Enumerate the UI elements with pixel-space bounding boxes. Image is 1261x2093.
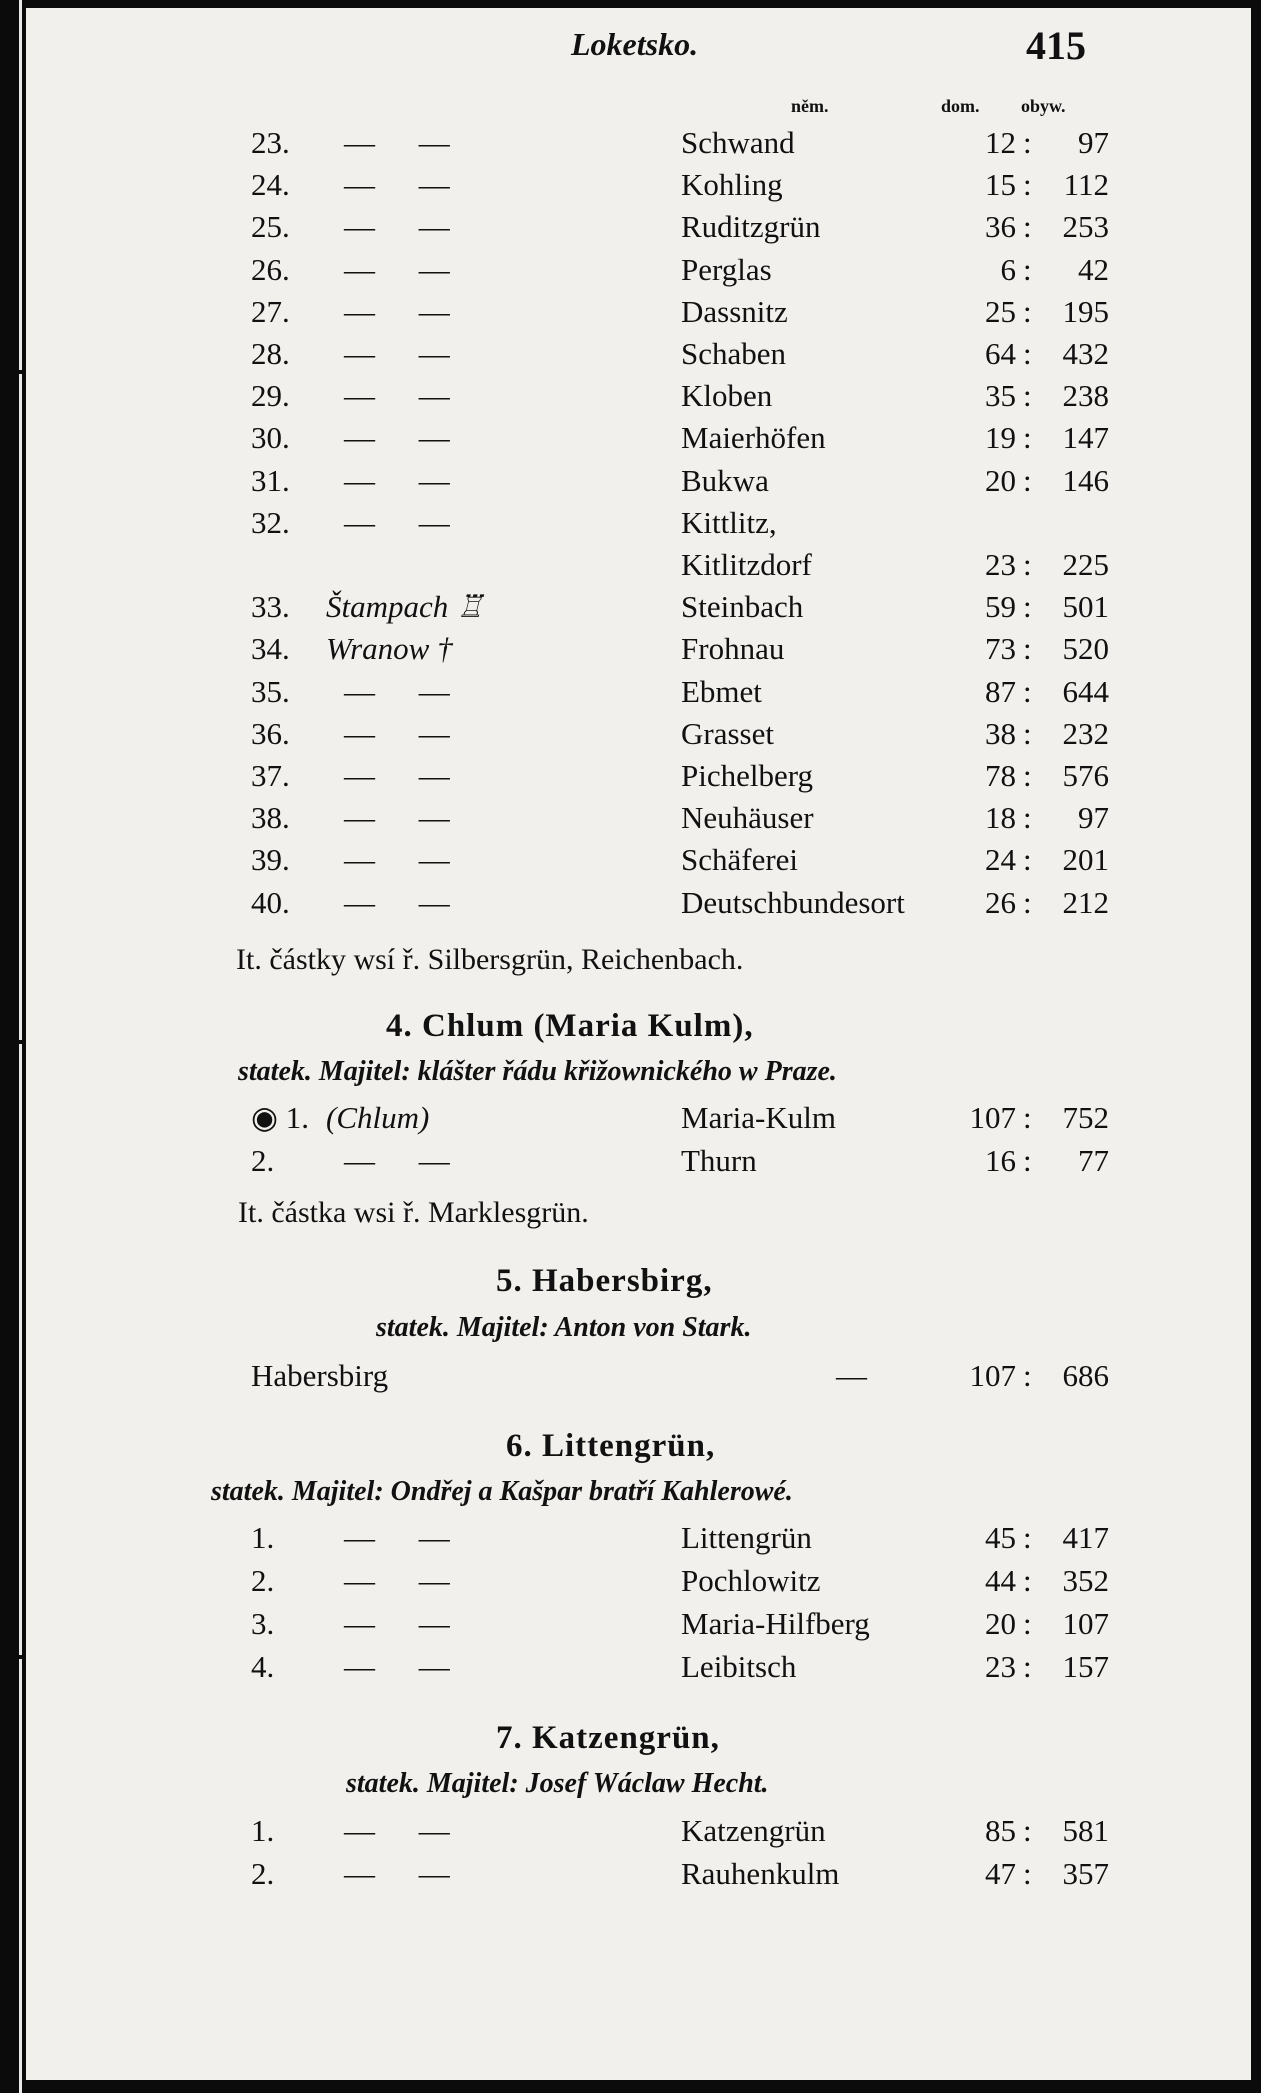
czech-name: — — bbox=[344, 1520, 468, 1555]
entry-number: 2. bbox=[251, 1563, 275, 1598]
inhabitants: 357 bbox=[1062, 1856, 1109, 1891]
entry-number: 27. bbox=[251, 293, 290, 329]
entry-number: 24. bbox=[251, 167, 290, 203]
entry-number: 37. bbox=[251, 758, 290, 793]
czech-name: — — bbox=[344, 378, 468, 414]
entry-number: 40. bbox=[251, 884, 290, 920]
houses: 15 bbox=[985, 167, 1016, 203]
book-page bbox=[26, 8, 1251, 2080]
table-row bbox=[26, 1563, 1251, 1605]
section-7-title: 7. Katzengrün, bbox=[496, 1720, 720, 1756]
place-name: Kohling bbox=[681, 167, 783, 203]
colon: : bbox=[1023, 209, 1032, 245]
czech-name: — — bbox=[344, 504, 468, 540]
place-name: Katzengrün bbox=[681, 1813, 826, 1848]
table-row bbox=[26, 674, 1251, 716]
place-name: Maria-Kulm bbox=[681, 1100, 836, 1135]
section-5-title: 5. Habersbirg, bbox=[496, 1263, 713, 1299]
place-name: Leibitsch bbox=[681, 1649, 797, 1684]
inhabitants: 581 bbox=[1062, 1813, 1109, 1848]
table-row bbox=[26, 167, 1251, 209]
colon: : bbox=[1023, 631, 1032, 667]
inhabitants: 77 bbox=[1078, 1143, 1109, 1178]
table-row bbox=[26, 1856, 1251, 1898]
houses: 45 bbox=[985, 1520, 1016, 1555]
houses: 26 bbox=[985, 884, 1016, 920]
table-row bbox=[26, 547, 1251, 589]
spine-tick bbox=[10, 1655, 24, 1659]
section-3-note: It. částky wsí ř. Silbersgrün, Reichenbach. bbox=[236, 943, 744, 976]
table-row bbox=[26, 1606, 1251, 1648]
czech-name: — — bbox=[344, 251, 468, 287]
czech-name: — — bbox=[344, 336, 468, 371]
table-row bbox=[26, 842, 1251, 884]
inhabitants: 42 bbox=[1078, 251, 1109, 287]
houses: 16 bbox=[985, 1143, 1016, 1178]
table-row bbox=[26, 800, 1251, 842]
czech-name: — — bbox=[344, 1649, 468, 1684]
section-4-note: It. částka wsi ř. Marklesgrün. bbox=[238, 1196, 589, 1229]
colon: : bbox=[1023, 462, 1032, 498]
czech-name: — — bbox=[344, 125, 468, 160]
inhabitants: 417 bbox=[1062, 1520, 1109, 1555]
colon: : bbox=[1023, 1143, 1032, 1178]
inhabitants: 232 bbox=[1062, 715, 1109, 751]
entry-number: 32. bbox=[251, 504, 290, 540]
inhabitants: 432 bbox=[1062, 336, 1109, 371]
col-header-german: něm. bbox=[791, 96, 829, 116]
czech-name: — — bbox=[344, 1143, 468, 1178]
colon: : bbox=[1023, 420, 1032, 456]
place-name: Pichelberg bbox=[681, 758, 814, 793]
place-name: Kitlitzdorf bbox=[681, 547, 812, 582]
colon: : bbox=[1023, 336, 1032, 371]
section-4-subtitle: statek. Majitel: klášter řádu křižownického w Praze. bbox=[238, 1056, 837, 1087]
place-name: Kittlitz, bbox=[681, 504, 777, 540]
place-name: Grasset bbox=[681, 715, 774, 751]
inhabitants: 157 bbox=[1062, 1649, 1109, 1684]
entry-number: 38. bbox=[251, 800, 290, 836]
inhabitants: 225 bbox=[1062, 547, 1109, 582]
inhabitants: 501 bbox=[1062, 589, 1109, 625]
inhabitants: 107 bbox=[1062, 1606, 1109, 1641]
colon: : bbox=[1023, 125, 1032, 160]
inhabitants: 147 bbox=[1062, 420, 1109, 456]
colon: : bbox=[1023, 378, 1032, 414]
place-name: Thurn bbox=[681, 1143, 757, 1178]
inhabitants: 352 bbox=[1062, 1563, 1109, 1598]
inhabitants: 146 bbox=[1062, 462, 1109, 498]
colon: : bbox=[1023, 293, 1032, 329]
czech-name: — — bbox=[344, 420, 468, 456]
place-name: Steinbach bbox=[681, 589, 804, 625]
section-4-title: 4. Chlum (Maria Kulm), bbox=[386, 1008, 754, 1044]
houses: 18 bbox=[985, 800, 1016, 836]
czech-name: (Chlum) bbox=[326, 1100, 430, 1135]
czech-name: — — bbox=[344, 1856, 468, 1891]
colon: : bbox=[1023, 547, 1032, 582]
inhabitants: 520 bbox=[1062, 631, 1109, 667]
place-name: Schwand bbox=[681, 125, 795, 160]
colon: : bbox=[1023, 1520, 1032, 1555]
table-row bbox=[26, 589, 1251, 631]
colon: : bbox=[1023, 167, 1032, 203]
colon: : bbox=[1023, 673, 1032, 709]
entry-number: 39. bbox=[251, 842, 290, 878]
place-name: Maierhöfen bbox=[681, 420, 826, 456]
table-row bbox=[26, 1813, 1251, 1855]
table-row bbox=[26, 1649, 1251, 1691]
place-name: Deutschbundesort bbox=[681, 884, 905, 920]
table-row bbox=[26, 209, 1251, 251]
colon: : bbox=[1023, 1606, 1032, 1641]
houses: 107 bbox=[969, 1358, 1016, 1393]
table-row bbox=[26, 758, 1251, 800]
houses: 35 bbox=[985, 378, 1016, 414]
houses: 38 bbox=[985, 715, 1016, 751]
houses: 25 bbox=[985, 293, 1016, 329]
inhabitants: 644 bbox=[1062, 673, 1109, 709]
inhabitants: 576 bbox=[1062, 758, 1109, 793]
colon: : bbox=[1023, 715, 1032, 751]
czech-name: — — bbox=[344, 842, 468, 878]
czech-name: — — bbox=[344, 167, 468, 203]
place-name: Schaben bbox=[681, 336, 787, 371]
czech-name: — — bbox=[344, 884, 468, 920]
inhabitants: 112 bbox=[1063, 167, 1109, 203]
czech-name: — — bbox=[344, 1813, 468, 1848]
czech-name: — — bbox=[344, 462, 468, 498]
table-row bbox=[26, 1520, 1251, 1562]
running-title: Loketsko. bbox=[571, 26, 699, 62]
table-row bbox=[26, 716, 1251, 758]
inhabitants: 238 bbox=[1062, 378, 1109, 414]
entry-number: 26. bbox=[251, 251, 290, 287]
czech-name: — — bbox=[344, 800, 468, 836]
colon: : bbox=[1023, 1856, 1032, 1891]
houses: 59 bbox=[985, 589, 1016, 625]
entry-number: 4. bbox=[251, 1649, 275, 1684]
houses: 87 bbox=[985, 673, 1016, 709]
section-7-subtitle: statek. Majitel: Josef Wáclaw Hecht. bbox=[346, 1768, 769, 1799]
place-name: Littengrün bbox=[681, 1520, 812, 1555]
houses: 78 bbox=[985, 758, 1016, 793]
place-name: Frohnau bbox=[681, 631, 785, 667]
houses: 85 bbox=[985, 1813, 1016, 1848]
entry-number: 23. bbox=[251, 125, 290, 160]
inhabitants: 97 bbox=[1078, 800, 1109, 836]
table-row bbox=[26, 1100, 1251, 1142]
colon: : bbox=[1023, 884, 1032, 920]
place-name: Rauhenkulm bbox=[681, 1856, 840, 1891]
houses: 12 bbox=[985, 125, 1016, 160]
colon: : bbox=[1023, 800, 1032, 836]
houses: 24 bbox=[985, 842, 1016, 878]
czech-name: — — bbox=[344, 293, 468, 329]
place-name: Dassnitz bbox=[681, 293, 788, 329]
section-5-row bbox=[26, 1358, 1251, 1400]
table-row bbox=[26, 125, 1251, 167]
colon: : bbox=[1023, 1649, 1032, 1684]
czech-name: — — bbox=[344, 673, 468, 709]
colon: : bbox=[1023, 1358, 1032, 1393]
houses: 23 bbox=[985, 1649, 1016, 1684]
inhabitants: 195 bbox=[1062, 293, 1109, 329]
entry-number: 31. bbox=[251, 462, 290, 498]
entry-number: 29. bbox=[251, 378, 290, 414]
table-row bbox=[26, 885, 1251, 927]
page-number: 415 bbox=[1026, 23, 1086, 68]
colon: : bbox=[1023, 1100, 1032, 1135]
entry-number: 30. bbox=[251, 420, 290, 456]
czech-name: — — bbox=[344, 758, 468, 793]
entry-number: 36. bbox=[251, 715, 290, 751]
colon: : bbox=[1023, 842, 1032, 878]
houses: 23 bbox=[985, 547, 1016, 582]
table-row bbox=[26, 378, 1251, 420]
colon: : bbox=[1023, 589, 1032, 625]
place-name: Maria-Hilfberg bbox=[681, 1606, 870, 1641]
houses: 73 bbox=[985, 631, 1016, 667]
place-name: Kloben bbox=[681, 378, 773, 414]
colon: : bbox=[1023, 1813, 1032, 1848]
spine-tick bbox=[10, 370, 24, 374]
inhabitants: 253 bbox=[1062, 209, 1109, 245]
entry-number: 3. bbox=[251, 1606, 275, 1641]
entry-number: 2. bbox=[251, 1143, 275, 1178]
section-6-subtitle: statek. Majitel: Ondřej a Kašpar bratří Kahlerowé. bbox=[211, 1476, 793, 1507]
table-row bbox=[26, 252, 1251, 294]
section-5-subtitle: statek. Majitel: Anton von Stark. bbox=[376, 1312, 752, 1343]
houses: 19 bbox=[985, 420, 1016, 456]
table-row bbox=[26, 1143, 1251, 1185]
houses: 44 bbox=[985, 1563, 1016, 1598]
table-row bbox=[26, 420, 1251, 462]
houses: 20 bbox=[985, 462, 1016, 498]
czech-name: Wranow † bbox=[326, 631, 453, 667]
place-name: Bukwa bbox=[681, 462, 769, 498]
place-name: Neuhäuser bbox=[681, 800, 814, 836]
entry-number: ◉ 1. bbox=[251, 1100, 310, 1135]
place-name: Perglas bbox=[681, 251, 772, 287]
inhabitants: 97 bbox=[1078, 125, 1109, 160]
houses: 47 bbox=[985, 1856, 1016, 1891]
entry-number: 28. bbox=[251, 336, 290, 371]
entry-number: 34. bbox=[251, 631, 290, 667]
entry-number: 1. bbox=[251, 1520, 275, 1555]
table-row bbox=[26, 336, 1251, 378]
houses: 107 bbox=[969, 1100, 1016, 1135]
czech-name: — — bbox=[344, 715, 468, 751]
czech-name: — — bbox=[344, 1606, 468, 1641]
place-name: Ruditzgrün bbox=[681, 209, 821, 245]
colon: : bbox=[1023, 251, 1032, 287]
inhabitants: 686 bbox=[1062, 1358, 1109, 1393]
czech-name: — — bbox=[344, 209, 468, 245]
entry-number: 25. bbox=[251, 209, 290, 245]
section-6-title: 6. Littengrün, bbox=[506, 1428, 716, 1464]
binding-spine bbox=[0, 0, 26, 2093]
place-name: Habersbirg bbox=[251, 1358, 389, 1393]
place-name: Ebmet bbox=[681, 673, 762, 709]
colon: : bbox=[1023, 1563, 1032, 1598]
place-name: Schäferei bbox=[681, 842, 799, 878]
inhabitants: 201 bbox=[1062, 842, 1109, 878]
czech-name: — — bbox=[344, 1563, 468, 1598]
entry-number: 1. bbox=[251, 1813, 275, 1848]
entry-number: 35. bbox=[251, 673, 290, 709]
col-header-inhabitants: obyw. bbox=[1021, 96, 1066, 116]
houses: 64 bbox=[985, 336, 1016, 371]
table-row bbox=[26, 505, 1251, 547]
table-row bbox=[26, 631, 1251, 673]
entry-number: 33. bbox=[251, 589, 290, 625]
spine-tick bbox=[10, 1040, 24, 1044]
spine-line bbox=[19, 0, 22, 2093]
table-row bbox=[26, 294, 1251, 336]
czech-name: Štampach ♖ bbox=[326, 589, 484, 625]
dash: — bbox=[836, 1358, 867, 1393]
houses: 20 bbox=[985, 1606, 1016, 1641]
place-name: Pochlowitz bbox=[681, 1563, 821, 1598]
colon: : bbox=[1023, 758, 1032, 793]
houses: 6 bbox=[1000, 251, 1016, 287]
inhabitants: 752 bbox=[1062, 1100, 1109, 1135]
col-header-houses: dom. bbox=[941, 96, 980, 116]
houses: 36 bbox=[985, 209, 1016, 245]
table-row bbox=[26, 463, 1251, 505]
entry-number: 2. bbox=[251, 1856, 275, 1891]
inhabitants: 212 bbox=[1062, 884, 1109, 920]
